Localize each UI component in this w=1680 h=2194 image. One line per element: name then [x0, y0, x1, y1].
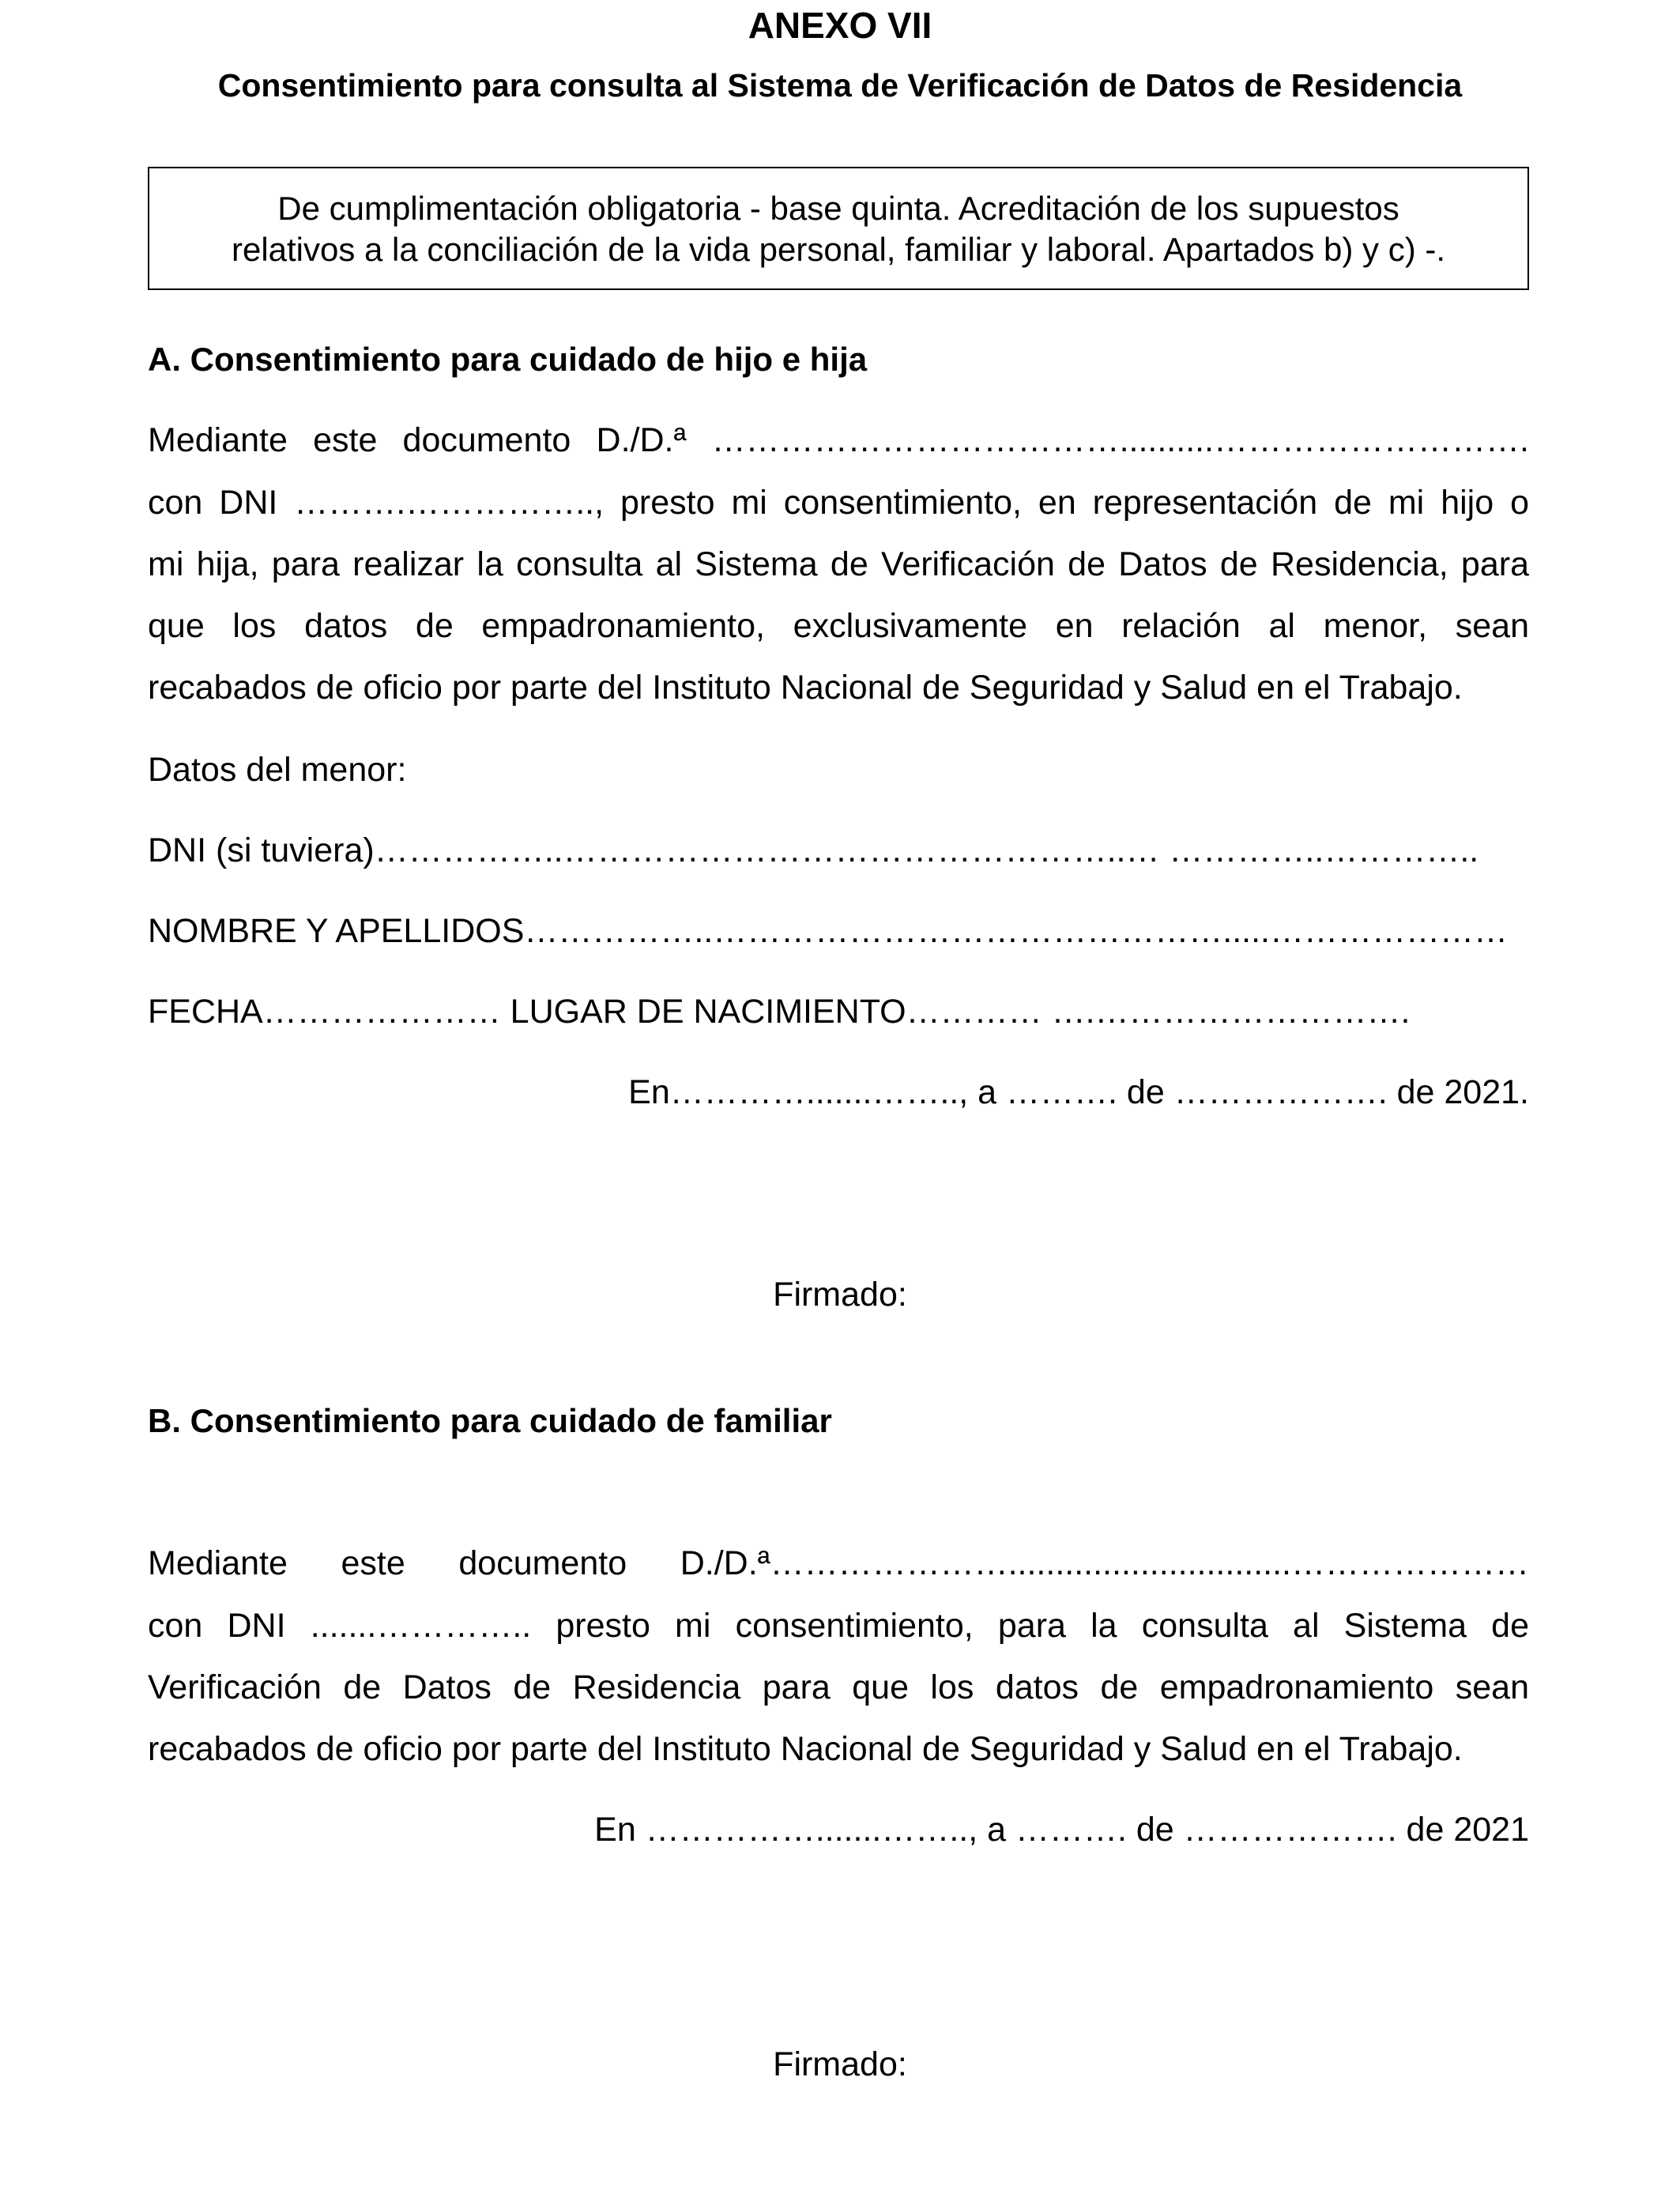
section-a-signature-label: Firmado:: [773, 1276, 907, 1314]
section-b-heading: B. Consentimiento para cuidado de familiar: [148, 1402, 832, 1439]
section-a-line-5: recabados de oficio por parte del Instituto Nacional de Seguridad y Salud en el Trabajo.: [148, 669, 1463, 707]
section-b-place-date: En …………….......…….., a ………. de ………………. de 2021: [594, 1811, 1529, 1849]
section-a-line-1: Mediante este documento D./D.ª ………………………………..........……………………….: [148, 421, 1529, 459]
section-a-line-3: mi hija, para realizar la consulta al Sistema de Verificación de Datos de Residencia, para: [148, 545, 1529, 583]
section-a-line-2: con DNI ……….…………….., presto mi consentimiento, en representación de mi hijo o: [148, 484, 1529, 522]
minor-data-label: Datos del menor:: [148, 751, 407, 789]
section-b-line-1: Mediante este documento D./D.ª…………………..............................…………………: [148, 1544, 1529, 1582]
notice-line-2: relativos a la conciliación de la vida personal, familiar y laboral. Apartados b) y c) -.: [231, 231, 1446, 268]
notice-box: [148, 167, 1529, 290]
annex-title: ANEXO VII: [748, 5, 932, 46]
section-a-heading: A. Consentimiento para cuidado de hijo e hija: [148, 341, 868, 378]
section-b-line-2: con DNI .......………….. presto mi consentimiento, para la consulta al Sistema de: [148, 1607, 1529, 1645]
minor-birth-field: FECHA………………… LUGAR DE NACIMIENTO………… ….……………………….: [148, 993, 1411, 1031]
annex-subtitle: Consentimiento para consulta al Sistema de Verificación de Datos de Residencia: [217, 67, 1463, 104]
section-b-line-4: recabados de oficio por parte del Instituto Nacional de Seguridad y Salud en el Trabajo.: [148, 1730, 1463, 1768]
section-a-line-4: que los datos de empadronamiento, exclusivamente en relación al menor, sean: [148, 607, 1529, 645]
minor-name-field: NOMBRE Y APELLIDOS……………..……………………………………….....…………………: [148, 912, 1509, 950]
section-b-line-3: Verificación de Datos de Residencia para que los datos de empadronamiento sean: [148, 1668, 1529, 1706]
section-b-signature-label: Firmado:: [773, 2045, 907, 2083]
section-a-place-date: En………….......…….., a ………. de ………………. de 2021.: [628, 1073, 1529, 1111]
notice-line-1: De cumplimentación obligatoria - base quinta. Acreditación de los supuestos: [277, 190, 1399, 227]
minor-dni-field: DNI (si tuviera)……………..…………………………………………..… …………..…………..: [148, 831, 1479, 869]
